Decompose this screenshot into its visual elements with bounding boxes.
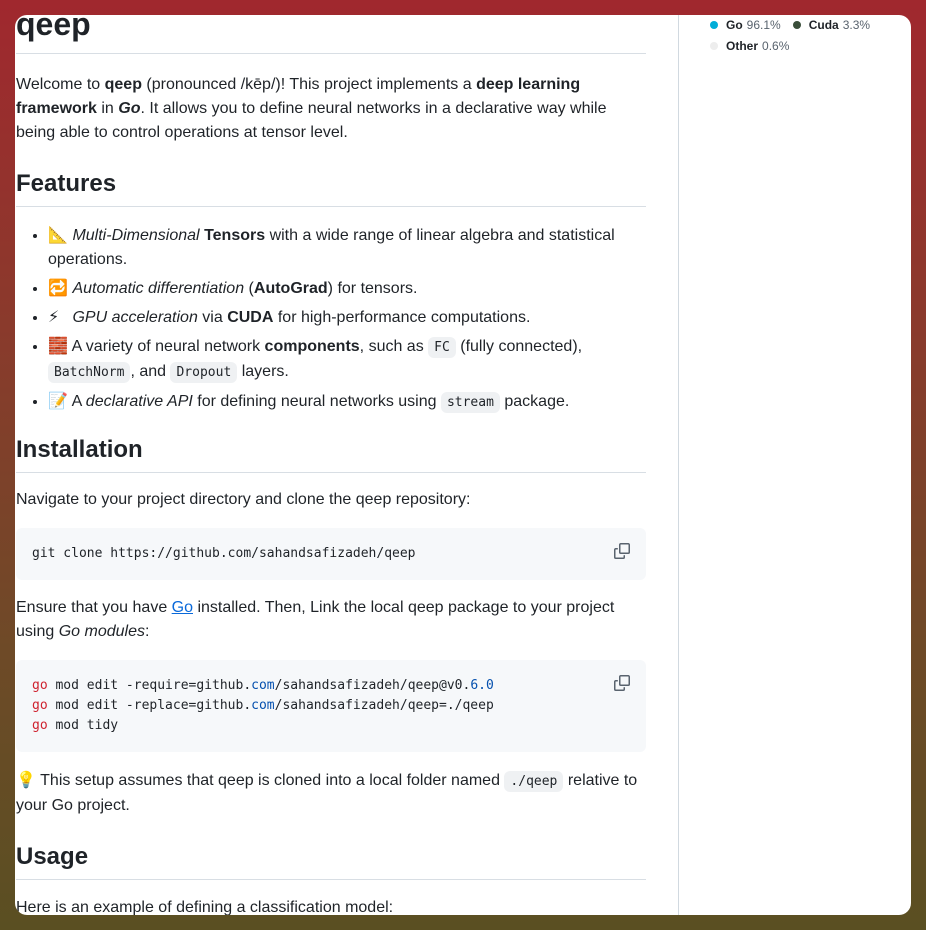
- go-link[interactable]: Go: [171, 599, 193, 616]
- code-token: mod edit -replace=github.: [47, 698, 252, 713]
- code-line: [32, 718, 118, 733]
- modules-text: :: [144, 623, 150, 640]
- memo-icon: 📝: [48, 391, 68, 410]
- page-title: qeep: [16, 15, 646, 54]
- modules-text: installed. Then, Link the local qeep package to your project using: [16, 599, 615, 640]
- usage-paragraph: Here is an example of defining a classification model:: [16, 899, 394, 915]
- language-percent: 0.6%: [762, 38, 790, 53]
- code-token: go: [32, 678, 48, 693]
- code-line: git clone https://github.com/sahandsafizadeh/qeep: [32, 546, 416, 561]
- install-paragraph: Navigate to your project directory and clone the qeep repository:: [16, 491, 471, 508]
- inline-code: ./qeep: [504, 771, 563, 792]
- feature-italic: Automatic differentiation: [72, 280, 245, 297]
- list-item: [48, 334, 646, 385]
- installation-heading: Installation: [16, 435, 646, 473]
- feature-text: , such as: [359, 338, 429, 355]
- note-text: relative to your Go project.: [16, 772, 638, 814]
- features-heading: Features: [16, 169, 646, 207]
- features-list: [16, 223, 646, 415]
- list-item: [48, 223, 646, 272]
- bricks-icon: 🧱: [48, 336, 68, 355]
- feature-italic: Multi-Dimensional: [72, 227, 200, 244]
- language-percent: 96.1%: [746, 17, 781, 32]
- sidebar-divider: [678, 15, 679, 915]
- language-name: Cuda: [808, 17, 839, 32]
- code-token: com: [251, 698, 275, 713]
- language-cuda[interactable]: [793, 18, 870, 32]
- usage-heading: Usage: [16, 842, 646, 880]
- triangle-ruler-icon: 📐: [48, 225, 68, 244]
- repeat-icon: 🔁: [48, 278, 68, 297]
- language-name: Other: [726, 38, 759, 53]
- code-token: 6.0: [470, 678, 494, 693]
- code-token: /sahandsafizadeh/qeep=./qeep: [274, 698, 494, 713]
- inline-code: BatchNorm: [48, 362, 130, 383]
- code-token: mod edit -require=github.: [47, 678, 252, 693]
- intro-text: (pronounced /kēp/)! This project implements a: [141, 76, 477, 93]
- code-block-clone: [16, 528, 646, 580]
- feature-text: via: [197, 309, 228, 326]
- copy-icon[interactable]: [614, 675, 630, 691]
- feature-bold: AutoGrad: [253, 280, 328, 297]
- language-other[interactable]: [710, 39, 789, 53]
- feature-text: with a wide range of linear algebra and statistical operations.: [48, 227, 615, 268]
- modules-italic: Go modules: [58, 623, 145, 640]
- code-token: mod tidy: [47, 718, 119, 733]
- list-item: [48, 305, 646, 330]
- feature-italic: declarative API: [85, 393, 193, 410]
- list-item: [48, 276, 646, 301]
- note-text: This setup assumes that qeep is cloned into a local folder named: [36, 772, 505, 789]
- feature-text: (: [244, 280, 254, 297]
- code-token: go: [32, 718, 48, 733]
- code-line: [32, 698, 494, 713]
- intro-text: in: [96, 100, 119, 117]
- language-color-dot: [793, 21, 801, 29]
- intro-paragraph: [16, 73, 646, 145]
- feature-text: ) for tensors.: [327, 280, 418, 297]
- code-token: com: [251, 678, 275, 693]
- languages-row: [710, 35, 910, 56]
- feature-text: for defining neural networks using: [192, 393, 441, 410]
- note-paragraph: [16, 768, 646, 818]
- modules-text: Ensure that you have: [16, 599, 172, 616]
- feature-italic: GPU acceleration: [72, 309, 198, 326]
- intro-text: Welcome to: [16, 76, 105, 93]
- language-name: Go: [726, 17, 743, 32]
- feature-text: for high-performance computations.: [273, 309, 531, 326]
- code-block-modules: [16, 660, 646, 752]
- inline-code: Dropout: [170, 362, 237, 383]
- feature-bold: components: [264, 338, 360, 355]
- feature-text: A variety of neural network: [68, 338, 265, 355]
- languages-sidebar: [710, 15, 910, 56]
- feature-text: A: [68, 393, 86, 410]
- feature-text: package.: [499, 393, 570, 410]
- feature-text: (fully connected),: [455, 338, 583, 355]
- languages-row: [710, 15, 910, 35]
- feature-bold: CUDA: [227, 309, 274, 326]
- language-go[interactable]: [710, 18, 781, 32]
- readme-content: [16, 15, 646, 915]
- intro-text: . It allows you to define neural networks in a declarative way while being able to control operations at tensor level.: [16, 100, 607, 141]
- language-color-dot: [710, 21, 718, 29]
- lightning-icon: ⚡: [48, 307, 60, 326]
- app-window: [15, 15, 911, 915]
- feature-text: layers.: [237, 363, 289, 380]
- copy-icon[interactable]: [614, 543, 630, 559]
- inline-code: FC: [428, 337, 456, 358]
- modules-paragraph: [16, 596, 646, 644]
- code-token: go: [32, 698, 48, 713]
- feature-bold: Tensors: [204, 227, 266, 244]
- lightbulb-icon: 💡: [16, 770, 36, 789]
- intro-go: Go: [118, 100, 141, 117]
- intro-bold-framework: deep learning framework: [16, 76, 581, 117]
- language-color-dot: [710, 42, 718, 50]
- code-line: [32, 678, 494, 693]
- code-token: /sahandsafizadeh/qeep@v0.: [274, 678, 471, 693]
- list-item: [48, 389, 646, 415]
- inline-code: stream: [441, 392, 500, 413]
- feature-text: , and: [130, 363, 171, 380]
- intro-bold-qeep: qeep: [104, 76, 142, 93]
- language-percent: 3.3%: [842, 17, 871, 32]
